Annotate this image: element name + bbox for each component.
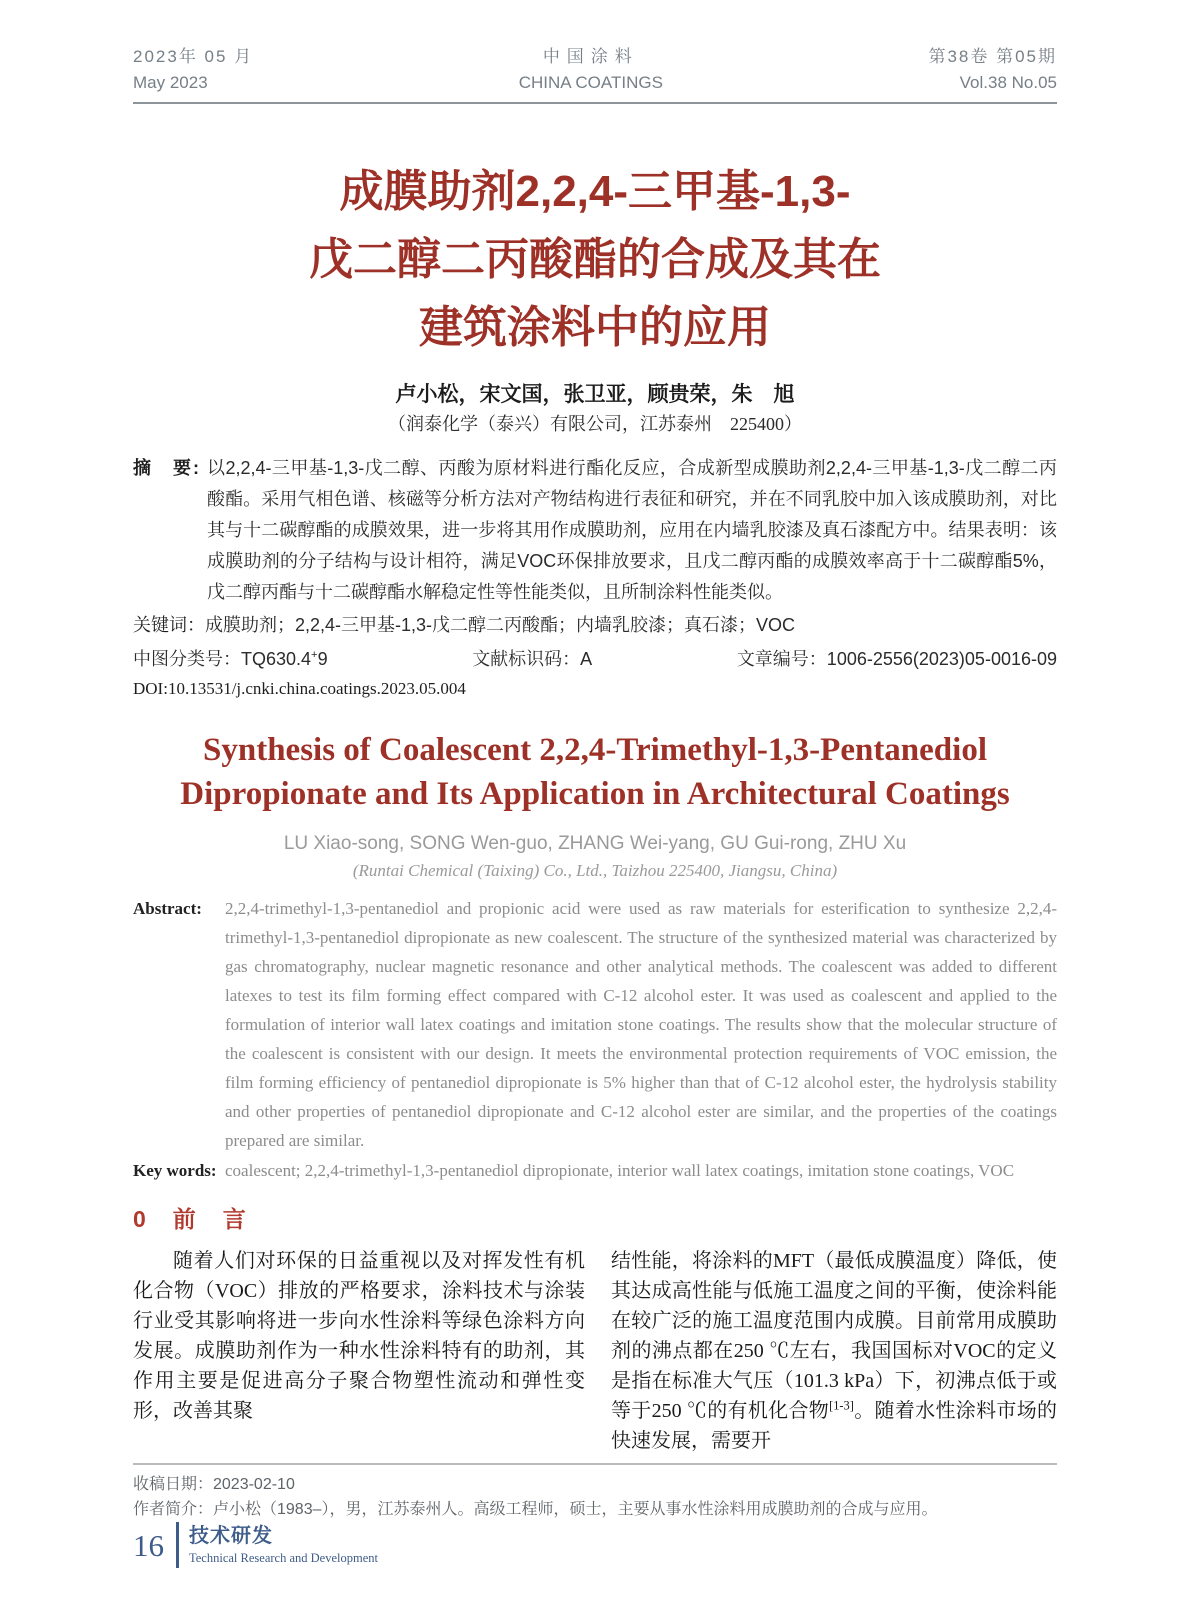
affiliation-cn: （润泰化学（泰兴）有限公司，江苏泰州 225400） xyxy=(388,413,802,434)
abstract-cn-label: 摘 要: xyxy=(133,458,201,479)
volume-cn: 第38卷 第05期 xyxy=(928,47,1057,66)
footer-divider-bar xyxy=(176,1522,179,1568)
abstract-en-text: 2,2,4-trimethyl-1,3-pentanediol and propionic acid were used as raw materials for esterification to synthesize 2,2,4-trimethyl-1,3-pentanediol dipropionate as new coalescent. The structure of the synthesized material was characterized by gas chromatography, nuclear magnetic resonance and other analytical methods. The coalescent was added to different latexes to test its film forming effect compared with C-12 alcohol ester. It was used as coalescent and applied to the formulation of interior wall latex coatings and imitation stone coatings. The results show that the molecular structure of the coalescent is consistent with our design. It meets the environmental protection requirements of VOC emission, the film forming efficiency of pentanediol dipropionate is 5% higher than that of C-12 alcohol ester, the hydrolysis stability and other properties of pentanediol dipropionate and C-12 alcohol ester are similar, and the properties of the coatings prepared are similar. xyxy=(225,899,1057,1150)
body-columns xyxy=(133,1206,1057,1456)
article-title-cn-line3: 建筑涂料中的应用 xyxy=(419,303,771,353)
clc-suffix: 9 xyxy=(317,649,328,670)
keywords-en-text: coalescent; 2,2,4-trimethyl-1,3-pentanediol dipropionate, interior wall latex coatings, imitation stone coatings, VOC xyxy=(225,1161,1015,1181)
issue-date-en: May 2023 xyxy=(133,72,208,92)
intro-paragraph-right-text: 结性能，将涂料的MFT（最低成膜温度）降低，使其达成高性能与低施工温度之间的平衡，使涂料能在较广泛的施工温度范围内成膜。目前常用成膜助剂的沸点都在250 ℃左右，我国国标对VOC的定义是指在标准大气压（101.3 kPa）下，初沸点低于或等于250 ℃的有机化合物 xyxy=(611,1250,1057,1423)
journal-header xyxy=(133,44,1057,104)
keywords-en xyxy=(133,1157,1057,1186)
header-volume-info xyxy=(928,44,1057,95)
intro-paragraph-left: 随着人们对环保的日益重视以及对挥发性有机化合物（VOC）排放的严格要求，涂料技术与涂装行业受其影响将进一步向水性涂料等绿色涂料方向发展。成膜助剂作为一种水性涂料特有的助剂，其作用主要是促进高分子聚合物塑性流动和弹性变形，改善其聚 xyxy=(133,1249,585,1422)
citation-reference: [1-3] xyxy=(829,1398,854,1413)
clc-superscript: + xyxy=(311,649,318,662)
intro-paragraph-right xyxy=(611,1246,1057,1456)
left-column xyxy=(133,1206,585,1456)
intro-paragraph-right-tail: 。随着水性涂料市场的快速发展，需要开 xyxy=(611,1400,1057,1453)
article-title-en-line2: Dipropionate and Its Application in Architectural Coatings xyxy=(180,775,1010,812)
page-number: 16 xyxy=(133,1527,164,1563)
keywords-cn xyxy=(133,610,1057,641)
keywords-en-label: Key words: xyxy=(133,1161,217,1181)
header-journal-name xyxy=(519,44,663,95)
right-column xyxy=(611,1206,1057,1456)
footnote-received-date: 收稿日期：2023-02-10 xyxy=(133,1476,295,1494)
journal-name-cn: 中国涂料 xyxy=(542,47,639,66)
document-code: 文献标识码：A xyxy=(472,649,593,670)
footer-column-cn: 技术研发 xyxy=(189,1524,273,1547)
keywords-cn-text: 成膜助剂；2,2,4-三甲基-1,3-戊二醇二丙酸酯；内墙乳胶漆；真石漆；VOC xyxy=(205,614,796,635)
volume-en: Vol.38 No.05 xyxy=(959,72,1057,92)
clc-label: 中图分类号： xyxy=(133,649,241,670)
article-title-en xyxy=(133,729,1057,817)
meta-row xyxy=(133,646,1057,674)
abstract-en xyxy=(133,895,1057,1155)
doi: DOI:10.13531/j.cnki.china.coatings.2023.05.004 xyxy=(133,679,466,699)
article-title-cn xyxy=(133,158,1057,363)
article-title-cn-line1: 成膜助剂2,2,4-三甲基-1,3- xyxy=(339,167,851,216)
section-heading-introduction: 0 前 言 xyxy=(133,1206,248,1233)
affiliation-en: (Runtai Chemical (Taixing) Co., Ltd., Taizhou 225400, Jiangsu, China) xyxy=(352,860,838,880)
authors-cn: 卢小松，宋文国，张卫亚，顾贵荣，朱 旭 xyxy=(395,382,795,406)
footnote xyxy=(133,1463,1057,1523)
header-issue-date xyxy=(133,44,253,95)
footer-column-en: Technical Research and Development xyxy=(189,1550,378,1565)
journal-name-en: CHINA COATINGS xyxy=(518,72,663,92)
page-footer xyxy=(133,1522,378,1568)
article-title-en-line1: Synthesis of Coalescent 2,2,4-Trimethyl-1,3-Pentanediol xyxy=(203,732,987,769)
article-title-cn-line2: 戊二醇二丙酸酯的合成及其在 xyxy=(309,235,881,285)
abstract-en-label: Abstract: xyxy=(133,899,202,919)
footer-column-title xyxy=(189,1524,378,1566)
issue-date-cn: 2023年 05 月 xyxy=(133,47,254,66)
clc-prefix: TQ630.4 xyxy=(241,649,312,670)
abstract-cn xyxy=(133,453,1057,608)
keywords-cn-label: 关键词： xyxy=(133,614,205,635)
article-id: 文章编号：1006-2556(2023)05-0016-09 xyxy=(736,649,1057,670)
footnote-author-bio: 作者简介：卢小松（1983–），男，江苏泰州人。高级工程师，硕士，主要从事水性涂料用成膜助剂的合成与应用。 xyxy=(133,1501,938,1519)
authors-en: LU Xiao-song, SONG Wen-guo, ZHANG Wei-yang, GU Gui-rong, ZHU Xu xyxy=(283,832,907,854)
clc-number xyxy=(133,646,328,674)
abstract-cn-text: 以2,2,4-三甲基-1,3-戊二醇、丙酸为原材料进行酯化反应，合成新型成膜助剂2,2,4-三甲基-1,3-戊二醇二丙酸酯。采用气相色谱、核磁等分析方法对产物结构进行表征和研究，并在不同乳胶中加入该成膜助剂，对比其与十二碳醇酯的成膜效果，进一步将其用作成膜助剂，应用在内墙乳胶漆及真石漆配方中。结果表明：该成膜助剂的分子结构与设计相符，满足VOC环保排放要求，且戊二醇丙酯的成膜效率高于十二碳醇酯5%，戊二醇丙酯与十二碳醇酯水解稳定性等性能类似，且所制涂料性能类似。 xyxy=(207,458,1057,602)
